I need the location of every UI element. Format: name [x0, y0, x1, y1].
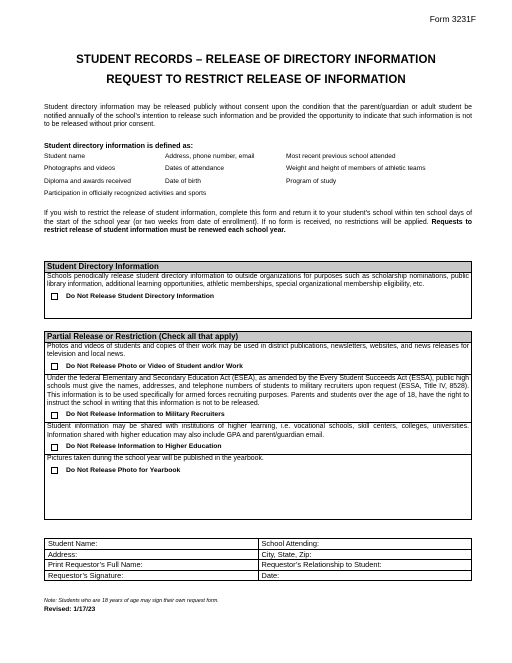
form-number: Form 3231F — [429, 14, 476, 24]
revised-date: Revised: 1/17/23 — [44, 606, 96, 613]
requestor-name-field[interactable]: Print Requestor’s Full Name: — [45, 560, 259, 571]
directory-item: Most recent previous school attended — [286, 153, 396, 160]
restriction-text: If you wish to restrict the release of student information, complete this form and return it to your student's school within ten school days of the start of the school year (or two weeks from date of enrollment). If no form is received, no restrictions will be applied. — [44, 210, 472, 226]
section-body: Under the federal Elementary and Secondary Education Act (ESEA), as amended by the Every Student Succeeds Act (ESSA), public high schools must give the names, addresses, and telephone numbers of students to military recruiters upon request (ESSA, Title IV, 8528). This information is to be used specifically for armed forces recruiting purposes. Parents and students over the age of 18, have the right to instruct the school in writing that this information is not to be released. — [47, 374, 469, 408]
address-field[interactable]: Address: — [45, 549, 259, 560]
directory-heading: Student directory information is defined as: — [44, 141, 193, 150]
relationship-field[interactable]: Requestor’s Relationship to Student: — [258, 560, 472, 571]
checkbox-row[interactable] — [45, 290, 471, 304]
page-subtitle: REQUEST TO RESTRICT RELEASE OF INFORMATION — [106, 74, 406, 86]
directory-item: Participation in officially recognized activities and sports — [44, 189, 207, 197]
directory-item: Diploma and awards received — [44, 177, 131, 185]
checkbox-row[interactable] — [45, 440, 471, 454]
directory-item: Weight and height of members of athletic teams — [286, 165, 426, 173]
checkbox-row[interactable] — [45, 464, 471, 478]
restriction-bold-text: Requests to restrict release of student information must be renewed each school year. — [44, 218, 472, 235]
section-body: Student information may be shared with institutions of higher learning, i.e. vocational schools, skill centers, colleges, universities. Information shared with higher education may also include GPA and parent/guardian email. — [47, 423, 469, 439]
intro-paragraph: Student directory information may be released publicly without consent upon the condition that the parent/guardian or adult student be notified annually of the school’s intention to release such information and be provided the opportunity to indicate that such information is not to be released without prior consent. — [44, 104, 472, 129]
checkbox-icon[interactable] — [51, 363, 58, 370]
school-attending-field[interactable]: School Attending: — [258, 539, 472, 550]
checkbox-icon[interactable] — [51, 412, 58, 419]
section-body: Photos and videos of students and copies of their work may be used in district publications, newsletters, websites, and news releases for television and local news. — [47, 343, 469, 359]
directory-item: Address, phone number, email — [165, 153, 255, 160]
restriction-paragraph — [44, 210, 472, 236]
student-name-field[interactable]: Student Name: — [45, 539, 259, 550]
date-field[interactable]: Date: — [258, 570, 472, 581]
section-directory-information — [44, 261, 472, 319]
checkbox-icon[interactable] — [51, 444, 58, 451]
footnote: Note: Students who are 18 years of age may sign their own request form. — [44, 598, 219, 604]
directory-item: Date of birth — [165, 177, 201, 185]
checkbox-row[interactable] — [45, 408, 471, 422]
section-body: Schools periodically release student directory information to outside organizations for purposes such as scholarship nominations, public library information, additional learning opportunities, athletic memberships, special organizational membership eligibility, etc. — [47, 273, 469, 289]
directory-item: Student name — [44, 153, 86, 160]
checkbox-label: Do Not Release Photo for Yearbook — [66, 466, 181, 474]
signature-table — [44, 538, 472, 581]
checkbox-icon[interactable] — [51, 293, 58, 300]
checkbox-label: Do Not Release Information to Military Recruiters — [66, 411, 225, 419]
section-heading: Student Directory Information — [45, 262, 471, 273]
checkbox-label: Do Not Release Student Directory Information — [66, 292, 215, 300]
checkbox-label: Do Not Release Photo or Video of Student and/or Work — [66, 362, 243, 370]
section-partial-release — [44, 331, 472, 520]
directory-item: Photographs and videos — [44, 165, 116, 173]
city-state-zip-field[interactable]: City, State, Zip: — [258, 549, 472, 560]
section-body: Pictures taken during the school year will be published in the yearbook. — [47, 455, 264, 463]
page-title: STUDENT RECORDS – RELEASE OF DIRECTORY INFORMATION — [76, 54, 436, 66]
checkbox-row[interactable] — [45, 360, 471, 374]
directory-item: Program of study — [286, 177, 337, 185]
checkbox-label: Do Not Release Information to Higher Education — [66, 443, 222, 451]
checkbox-icon[interactable] — [51, 467, 58, 474]
section-heading: Partial Release or Restriction (Check all that apply) — [45, 332, 471, 343]
directory-item: Dates of attendance — [165, 165, 225, 173]
requestor-signature-field[interactable]: Requestor’s Signature: — [45, 570, 259, 581]
